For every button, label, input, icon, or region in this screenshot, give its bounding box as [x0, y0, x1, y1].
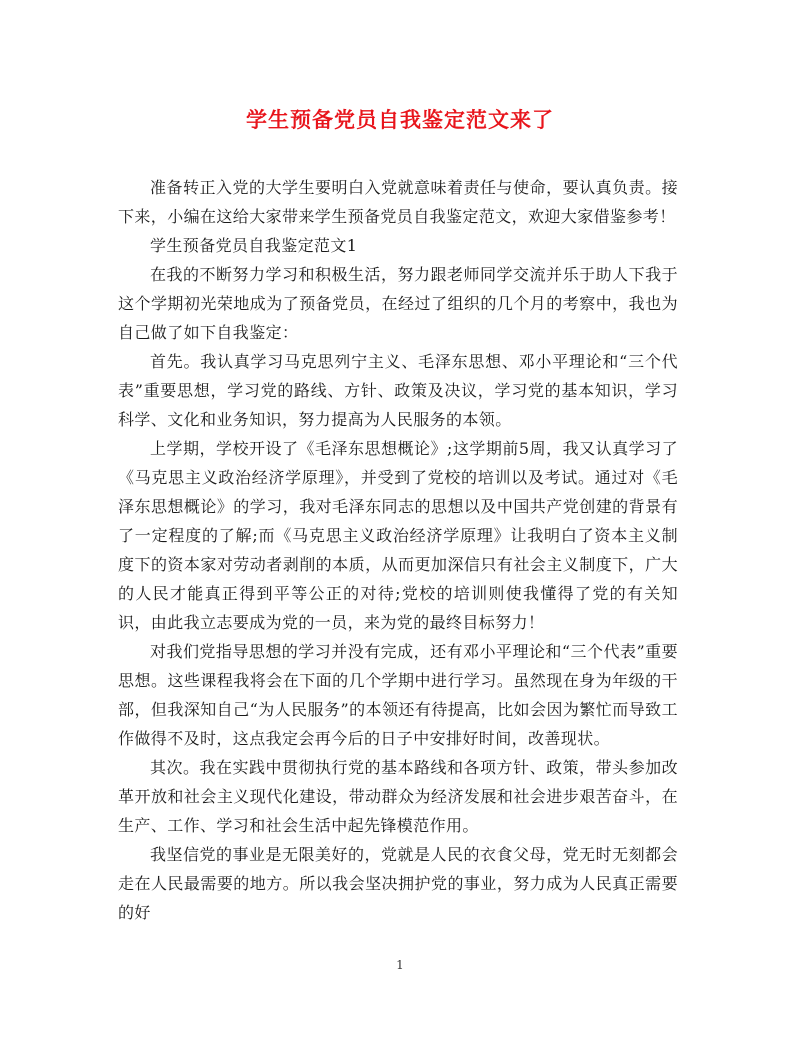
document-body	[118, 173, 678, 927]
paragraph-intro: 准备转正入党的大学生要明白入党就意味着责任与使命，要认真负责。接下来，小编在这给大家带来学生预备党员自我鉴定范文，欢迎大家借鉴参考！	[118, 178, 678, 226]
document-title: 学生预备党员自我鉴定范文来了	[246, 107, 554, 132]
paragraph-6: 我坚信党的事业是无限美好的，党就是人民的衣食父母，党无时无刻都会走在人民最需要的地方。所以我会坚决拥护党的事业，努力成为人民真正需要的好	[118, 845, 678, 922]
paragraph-2: 首先。我认真学习马克思列宁主义、毛泽东思想、邓小平理论和“三个代表”重要思想，学习党的路线、方针、政策及决议，学习党的基本知识，学习科学、文化和业务知识，努力提高为人民服务的本领。	[118, 352, 678, 429]
paragraph-5: 其次。我在实践中贯彻执行党的基本路线和各项方针、政策，带头参加改革开放和社会主义现代化建设，带动群众为经济发展和社会进步艰苦奋斗，在生产、工作、学习和社会生活中起先锋模范作用。	[118, 758, 678, 835]
page-number: 1	[396, 958, 404, 972]
paragraph-subheading: 学生预备党员自我鉴定范文1	[150, 236, 358, 255]
paragraph-3: 上学期，学校开设了《毛泽东思想概论》;这学期前5周，我又认真学习了《马克思主义政治经济学原理》，并受到了党校的培训以及考试。通过对《毛泽东思想概论》的学习，我对毛泽东同志的思想以及中国共产党创建的背景有了一定程度的了解;而《马克思主义政治经济学原理》让我明白了资本主义制度下的资本家对劳动者剥削的本质，从而更加深信只有社会主义制度下，广大的人民才能真正得到平等公正的对待;党校的培训则使我懂得了党的有关知识，由此我立志要成为党的一员，来为党的最终目标努力！	[118, 439, 678, 632]
paragraph-1: 在我的不断努力学习和积极生活，努力跟老师同学交流并乐于助人下我于这个学期初光荣地成为了预备党员，在经过了组织的几个月的考察中，我也为自己做了如下自我鉴定：	[118, 265, 678, 342]
paragraph-4: 对我们党指导思想的学习并没有完成，还有邓小平理论和“三个代表”重要思想。这些课程我将会在下面的几个学期中进行学习。虽然现在身为年级的干部，但我深知自己“为人民服务”的本领还有待提高，比如会因为繁忙而导致工作做得不及时，这点我定会再今后的日子中安排好时间，改善现状。	[118, 642, 678, 748]
